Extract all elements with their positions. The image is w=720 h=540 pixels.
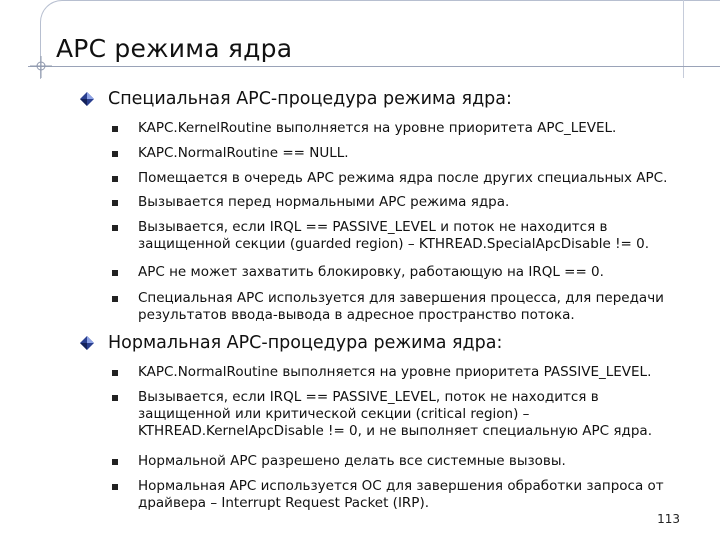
list-item xyxy=(112,364,692,381)
list-item xyxy=(112,478,692,512)
diamond-bullet-icon xyxy=(80,92,94,106)
square-bullet-icon xyxy=(112,200,118,206)
list-item-text: KAPC.KernelRoutine выполняется на уровне приоритета APC_LEVEL. xyxy=(138,120,617,136)
list-item xyxy=(112,389,692,440)
list-item xyxy=(112,170,692,187)
square-bullet-icon xyxy=(112,370,118,376)
list-item xyxy=(112,120,692,137)
page-number: 113 xyxy=(657,512,680,526)
list-item-text: APC не может захватить блокировку, работающую на IRQL == 0. xyxy=(138,264,604,280)
list-item-text: Специальная APC используется для завершения процесса, для передачи результатов ввода-вывода в адресное пространство потока. xyxy=(138,290,664,323)
list-item-text: KAPC.NormalRoutine == NULL. xyxy=(138,145,349,161)
section-heading-normal xyxy=(80,333,502,353)
list-item-text: Нормальной APC разрешено делать все системные вызовы. xyxy=(138,453,566,469)
square-bullet-icon xyxy=(112,484,118,490)
square-bullet-icon xyxy=(112,459,118,465)
list-item xyxy=(112,264,692,281)
square-bullet-icon xyxy=(112,126,118,132)
square-bullet-icon xyxy=(112,395,118,401)
list-item-text: Вызывается, если IRQL == PASSIVE_LEVEL и поток не находится в защищенной секции (guarded region) – KTHREAD.SpecialApcDisable != 0. xyxy=(138,219,650,252)
list-item-text: Нормальная APC используется ОС для завершения обработки запроса от драйвера – Interrupt Request Packet (IRP). xyxy=(138,478,664,511)
list-item-text: KAPC.NormalRoutine выполняется на уровне приоритета PASSIVE_LEVEL. xyxy=(138,364,652,380)
list-item xyxy=(112,453,692,470)
square-bullet-icon xyxy=(112,270,118,276)
list-item xyxy=(112,194,692,211)
list-item xyxy=(112,145,692,162)
section-heading-text: Специальная APC-процедура режима ядра: xyxy=(108,89,512,109)
diamond-bullet-icon xyxy=(80,336,94,350)
list-item-text: Вызывается, если IRQL == PASSIVE_LEVEL, поток не находится в защищенной или критической секции (critical region) – KTHREAD.KernelApcDisable != 0, и не выполняет специальную APC ядра. xyxy=(138,389,652,439)
list-item xyxy=(112,219,692,253)
list-item-text: Помещается в очередь APC режима ядра после других специальных APC. xyxy=(138,170,668,186)
section-heading-text: Нормальная APC-процедура режима ядра: xyxy=(108,333,503,353)
square-bullet-icon xyxy=(112,225,118,231)
slide-title: APC режима ядра xyxy=(56,34,293,63)
list-item xyxy=(112,290,692,324)
square-bullet-icon xyxy=(112,151,118,157)
section-heading-special xyxy=(80,89,512,109)
square-bullet-icon xyxy=(112,296,118,302)
square-bullet-icon xyxy=(112,176,118,182)
list-item-text: Вызывается перед нормальными APC режима ядра. xyxy=(138,194,510,210)
